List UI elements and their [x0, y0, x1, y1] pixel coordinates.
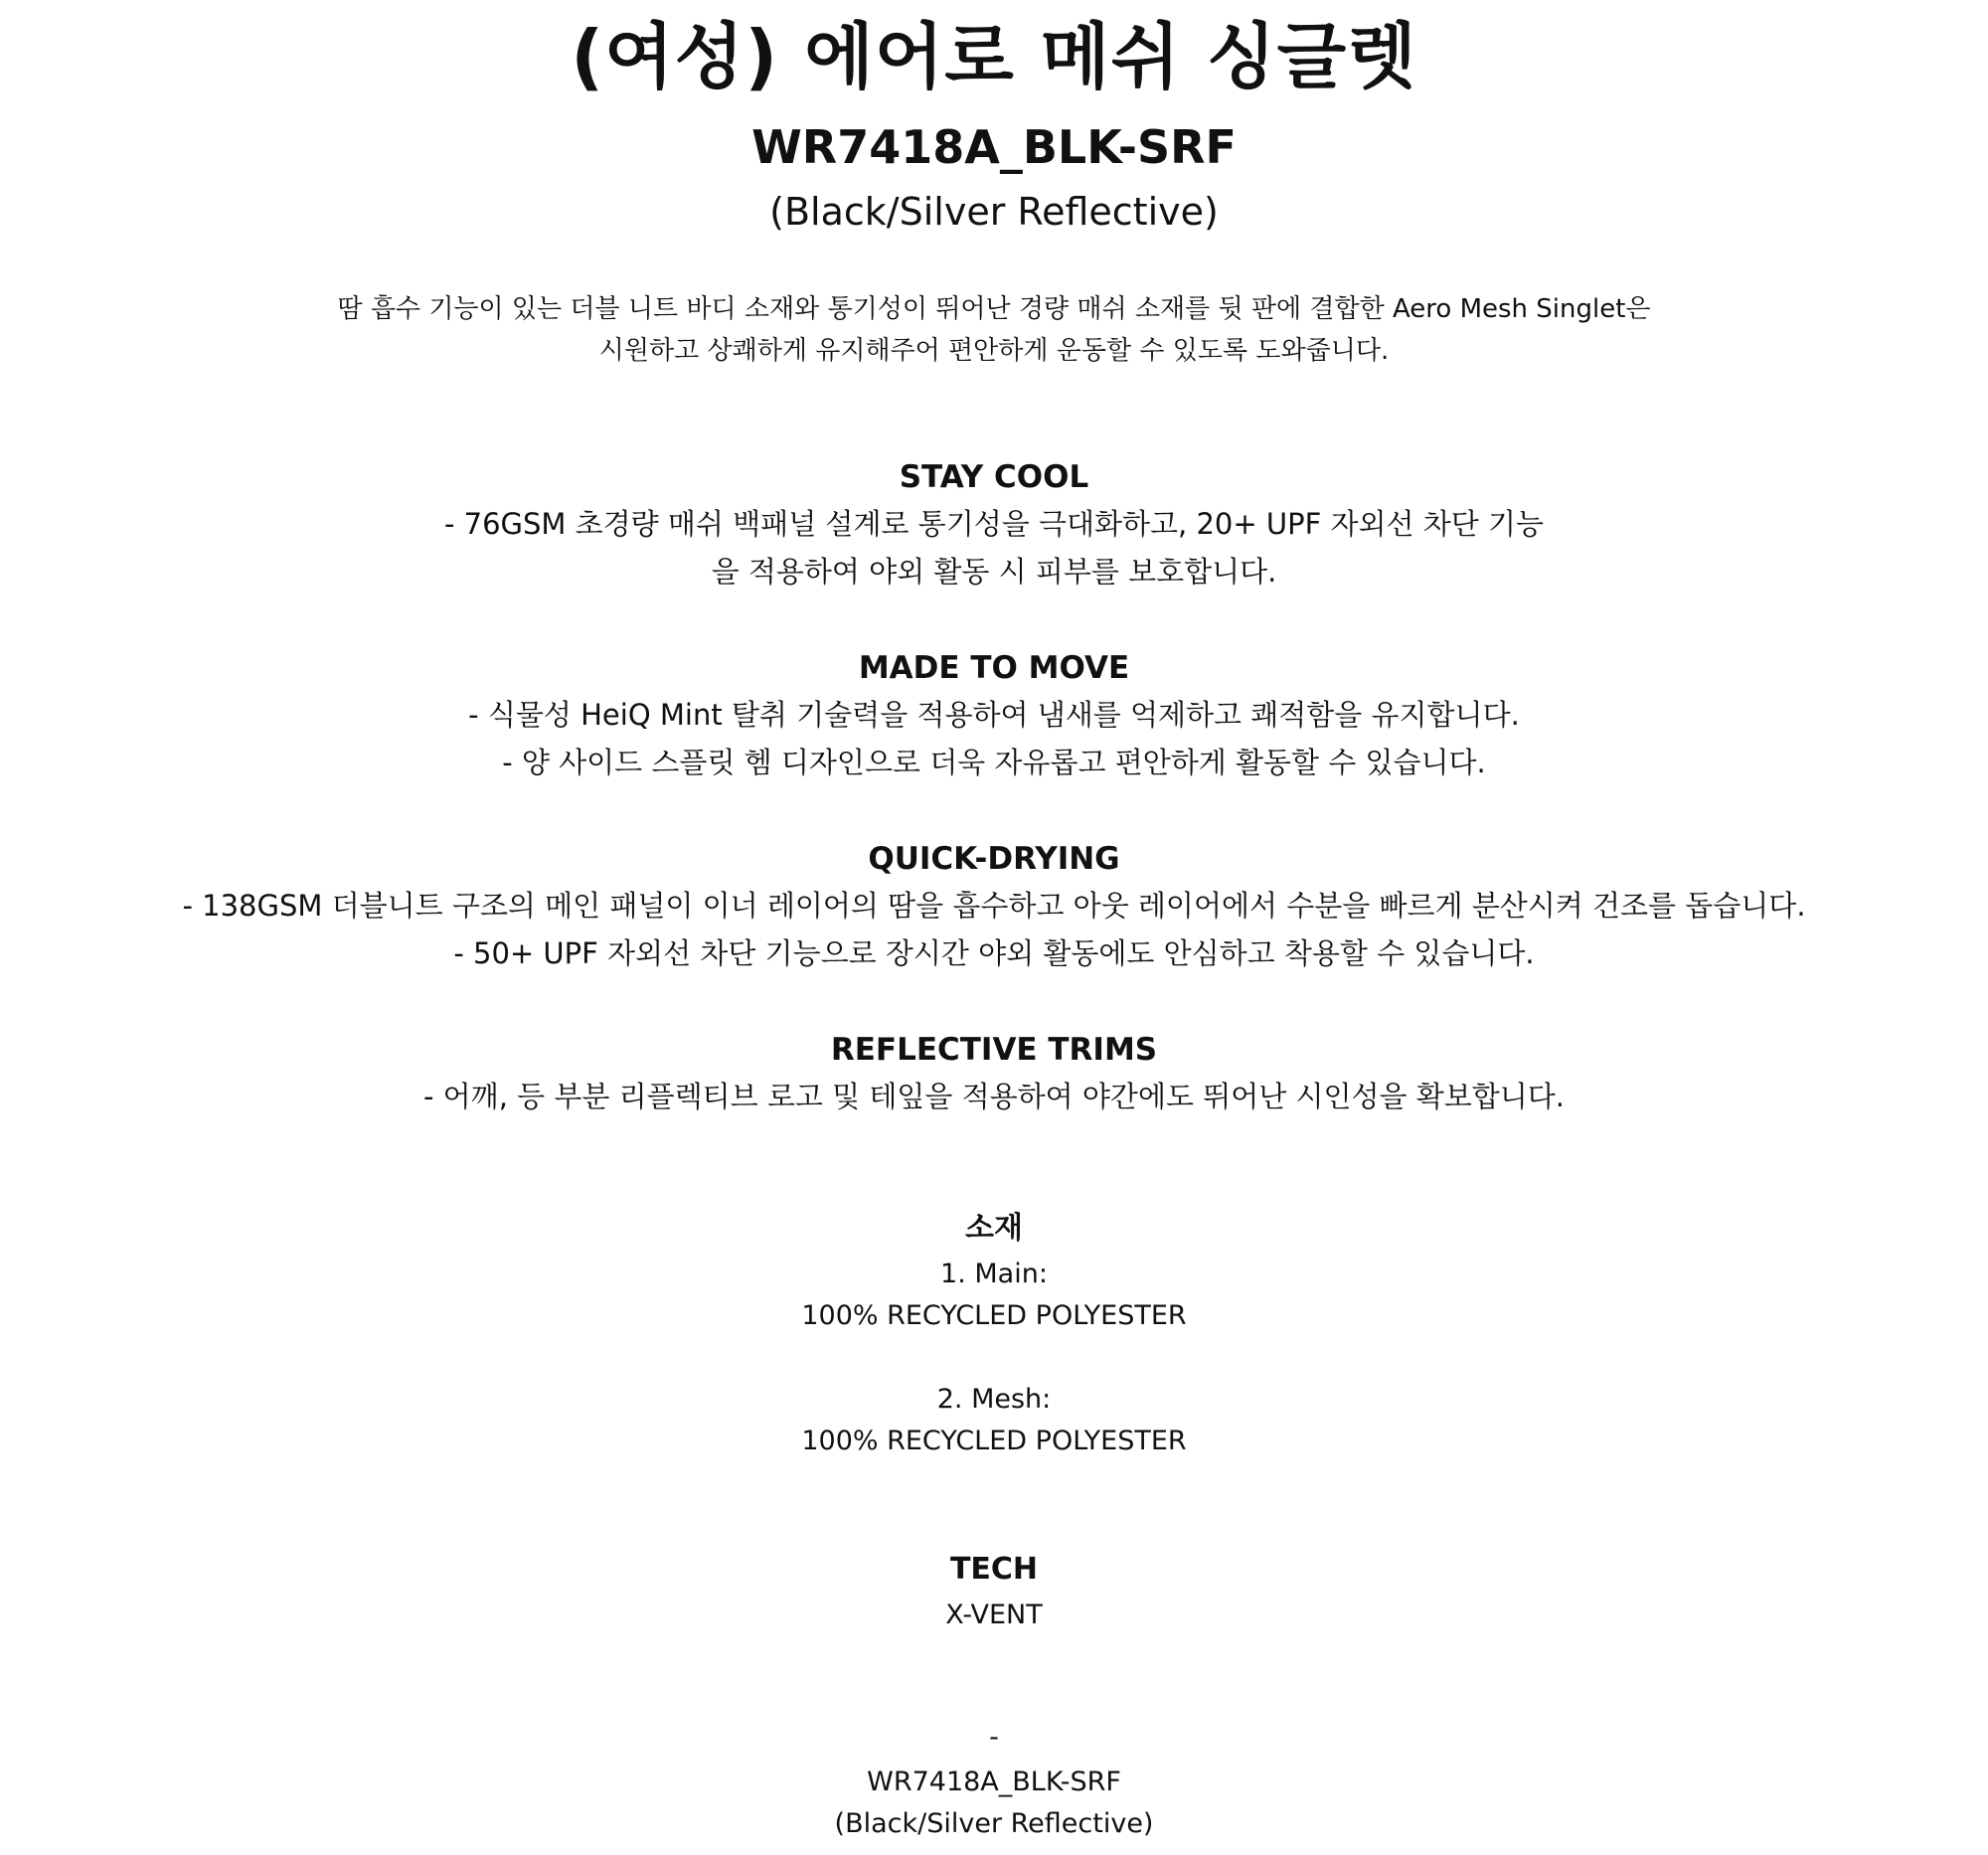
product-color-name: (Black/Silver Reflective)	[769, 190, 1219, 234]
feature-line: - 50+ UPF 자외선 차단 기능으로 장시간 야외 활동에도 안심하고 착용할 수 있습니다.	[453, 936, 1535, 970]
tech-value: X-VENT	[945, 1600, 1043, 1630]
feature-title: QUICK-DRYING	[868, 841, 1120, 877]
feature-title: STAY COOL	[899, 459, 1089, 495]
feature-title: MADE TO MOVE	[858, 650, 1130, 686]
feature-title: REFLECTIVE TRIMS	[830, 1032, 1158, 1068]
feature-line: - 양 사이드 스플릿 헴 디자인으로 더욱 자유롭고 편안하게 활동할 수 있습니다.	[502, 746, 1486, 779]
material-title: 소재	[965, 1211, 1023, 1246]
feature-quick-drying	[0, 836, 1988, 977]
material-mesh-value: 100% RECYCLED POLYESTER	[801, 1426, 1187, 1456]
feature-line: 을 적용하여 야외 활동 시 피부를 보호합니다.	[711, 555, 1277, 589]
feature-line: - 138GSM 더블니트 구조의 메인 패널이 이너 레이어의 땀을 흡수하고 아웃 레이어에서 수분을 빠르게 분산시켜 건조를 돕습니다.	[182, 889, 1806, 923]
product-title: (여성) 에어로 메쉬 싱글렛	[571, 15, 1417, 98]
product-model-code: WR7418A_BLK-SRF	[751, 120, 1237, 174]
material-mesh-label: 2. Mesh:	[936, 1384, 1052, 1415]
material-main-label: 1. Main:	[940, 1259, 1048, 1289]
footer-separator: -	[989, 1722, 999, 1753]
product-intro	[0, 288, 1988, 372]
intro-line: 시원하고 상쾌하게 유지해주어 편안하게 운동할 수 있도록 도와줍니다.	[598, 336, 1390, 366]
footer-model-code: WR7418A_BLK-SRF	[867, 1767, 1121, 1797]
tech-title: TECH	[949, 1552, 1039, 1587]
feature-made-to-move	[0, 645, 1988, 786]
feature-line: - 식물성 HeiQ Mint 탈취 기술력을 적용하여 냄새를 억제하고 쾌적함을 유지합니다.	[468, 698, 1520, 732]
feature-stay-cool	[0, 454, 1988, 595]
feature-reflective-trims	[0, 1027, 1988, 1120]
footer-color-name: (Black/Silver Reflective)	[834, 1808, 1154, 1839]
material-main-value: 100% RECYCLED POLYESTER	[801, 1300, 1187, 1331]
intro-line: 땀 흡수 기능이 있는 더블 니트 바디 소재와 통기성이 뛰어난 경량 매쉬 소재를 뒷 판에 결합한 Aero Mesh Singlet은	[337, 294, 1651, 324]
feature-line: - 76GSM 초경량 매쉬 백패널 설계로 통기성을 극대화하고, 20+ UPF 자외선 차단 기능	[443, 507, 1545, 541]
feature-line: - 어깨, 등 부분 리플렉티브 로고 및 테잎을 적용하여 야간에도 뛰어난 시인성을 확보합니다.	[422, 1080, 1566, 1113]
